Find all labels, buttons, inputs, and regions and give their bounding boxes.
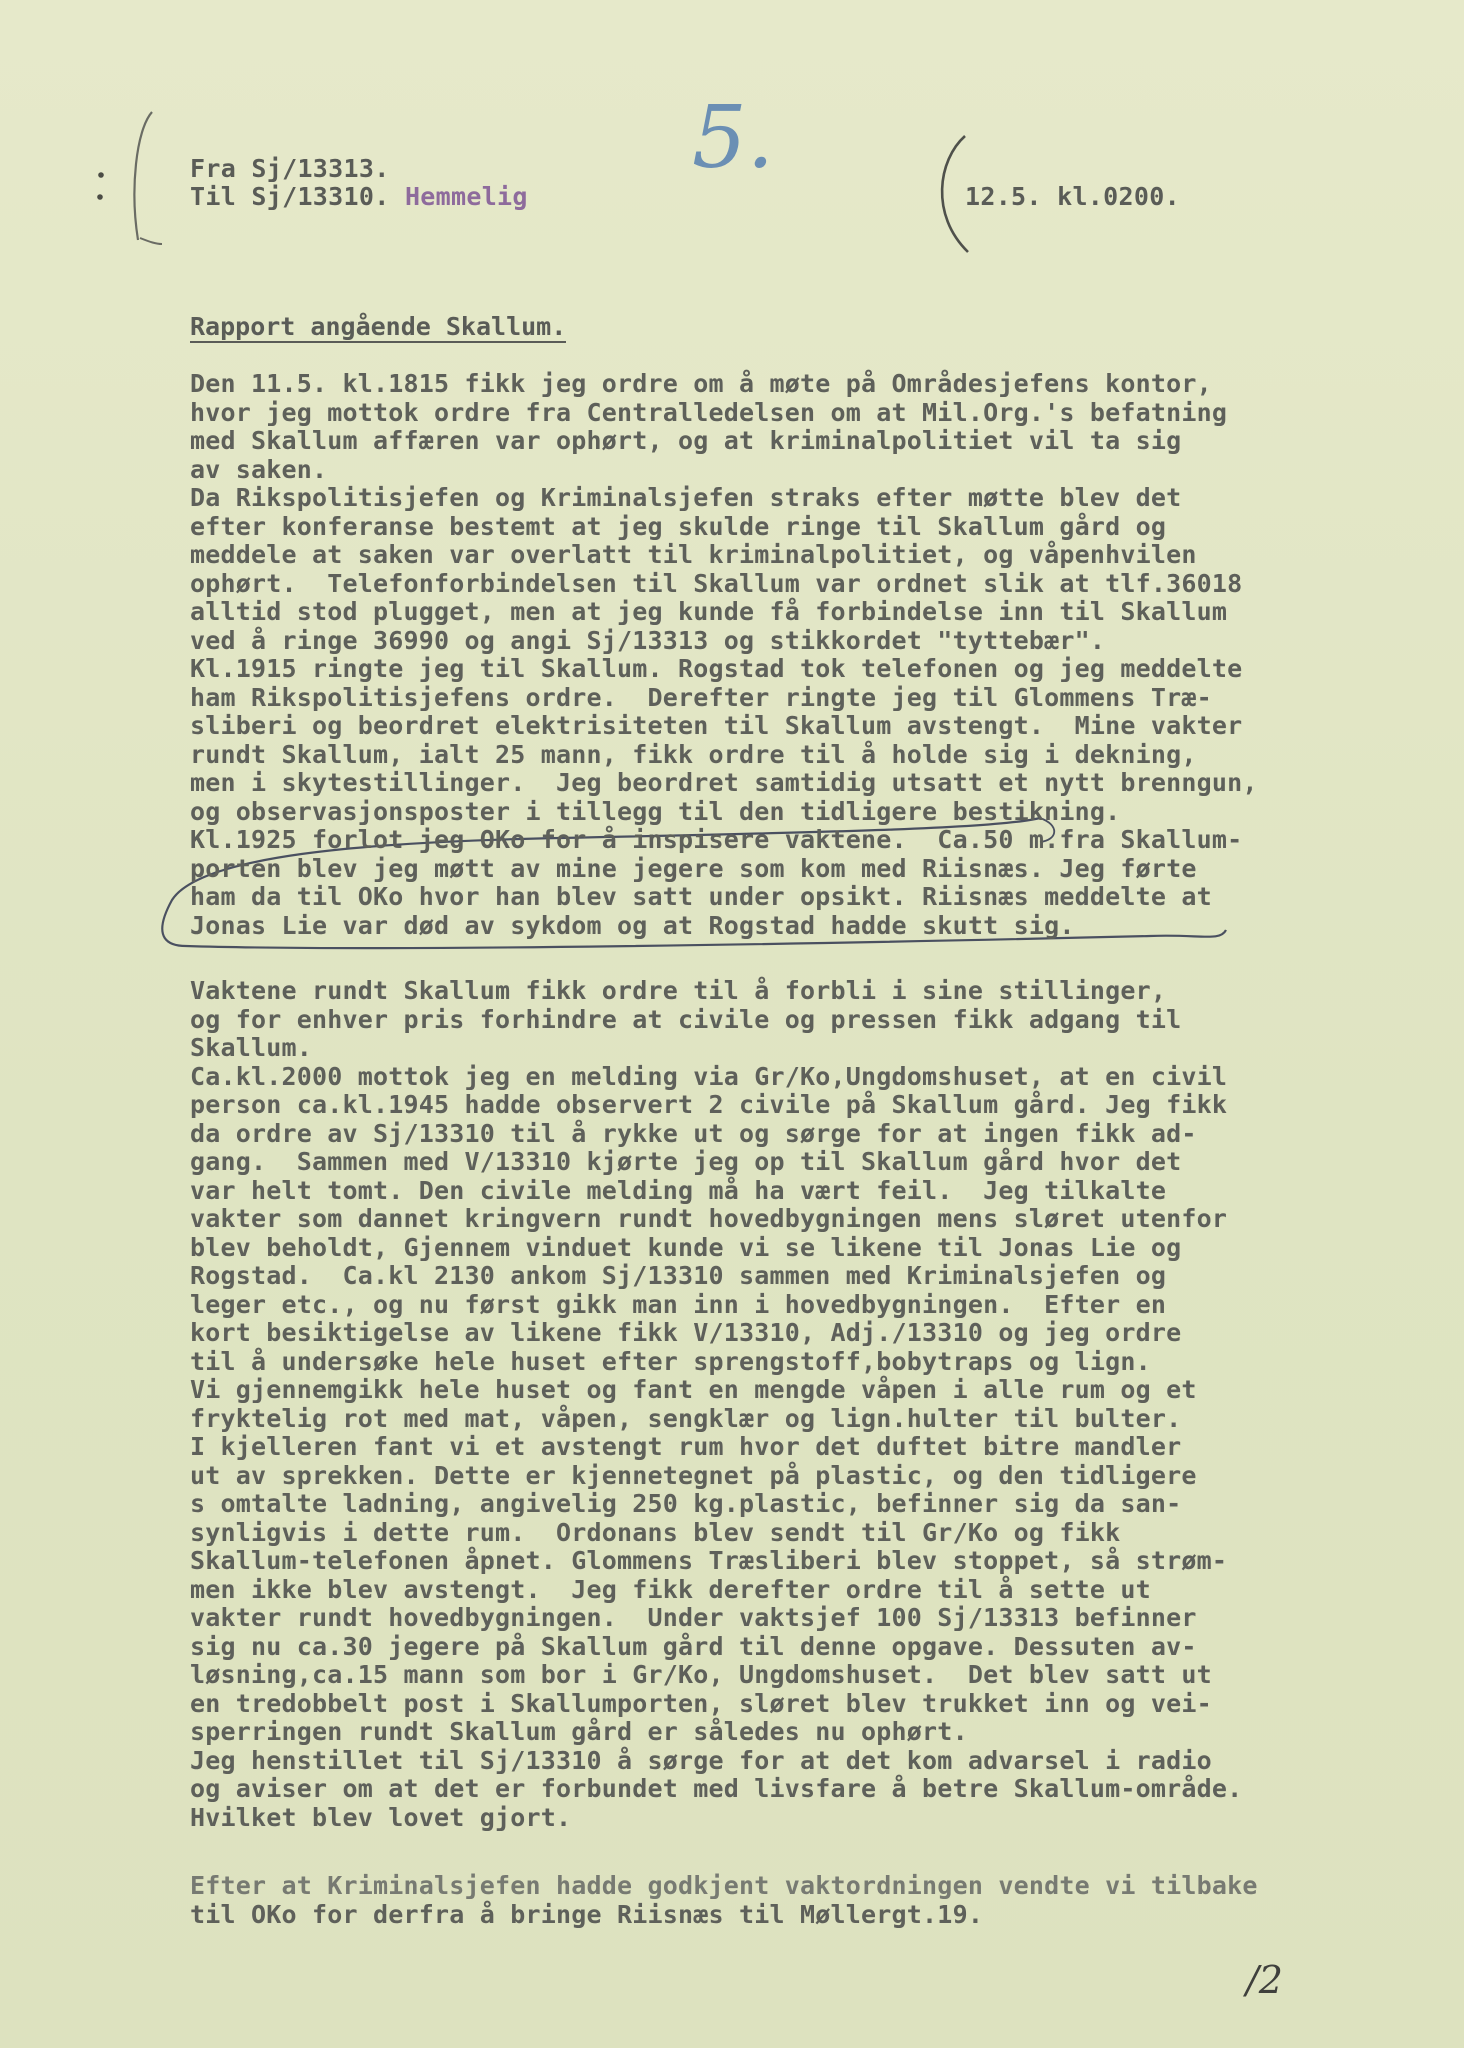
text-line: til OKo for derfra å bringe Riisnæs til Møllergt.19. (190, 1899, 984, 1929)
to-line (190, 182, 528, 211)
text-line: rundt Skallum, ialt 25 mann, fikk ordre til å holde sig i dekning, (190, 739, 1197, 769)
text-line: en tredobbelt post i Skallumporten, sløret blev trukket inn og vei- (190, 1688, 1212, 1718)
text-line: Skallum. (190, 1033, 313, 1062)
text-line: Vaktene rundt Skallum fikk ordre til å forbli i sine stillinger, (190, 976, 1167, 1005)
text-line: I kjelleren fant vi et avstengt rum hvor det duftet bitre mandler (190, 1432, 1182, 1461)
text-line: da ordre av Sj/13310 til å rykke ut og sørge for at ingen fikk ad- (190, 1118, 1197, 1148)
margin-dot (97, 194, 103, 200)
text-line: Kl.1915 ringte jeg til Skallum. Rogstad tok telefonen og jeg meddelte (190, 654, 1243, 683)
text-line: person ca.kl.1945 hadde observert 2 civile på Skallum gård. Jeg fikk (190, 1090, 1228, 1119)
text-line: vakter rundt hovedbygningen. Under vaktsjef 100 Sj/13313 befinner (190, 1603, 1197, 1632)
text-line: men ikke blev avstengt. Jeg fikk derefter ordre til å sette ut (190, 1574, 1151, 1604)
page-marker: /2 (1246, 1958, 1283, 2002)
text-line: av saken. (190, 454, 328, 484)
text-line: Skallum-telefonen åpnet. Glommens Træsliberi blev stoppet, så strøm- (190, 1546, 1228, 1575)
text-line: til å undersøke hele huset efter sprengstoff,bobytraps og lign. (190, 1346, 1151, 1376)
handwritten-page-number: 5. (692, 88, 775, 188)
text-line: porten blev jeg møtt av mine jegere som kom med Riisnæs. Jeg førte (190, 853, 1197, 883)
text-line: sig nu ca.30 jegere på Skallum gård til denne opgave. Dessuten av- (190, 1631, 1197, 1661)
left-bracket-mark (134, 112, 152, 240)
text-line: efter konferanse bestemt at jeg skulde ringe til Skallum gård og (190, 511, 1167, 541)
date-time: 12.5. kl.0200. (965, 182, 1180, 211)
text-line: Vi gjennemgikk hele huset og fant en mengde våpen i alle rum og et (190, 1375, 1197, 1404)
text-line: Jeg henstillet til Sj/13310 å sørge for at det kom advarsel i radio (190, 1745, 1212, 1775)
text-line: fryktelig rot med mat, våpen, sengklær og lign.hulter til bulter. (190, 1403, 1182, 1433)
text-line: synligvis i dette rum. Ordonans blev sendt til Gr/Ko og fikk (190, 1517, 1121, 1547)
text-line: Jonas Lie var død av sykdom og at Rogstad hadde skutt sig. (190, 910, 1075, 940)
margin-dot (98, 172, 104, 178)
from-line: Fra Sj/13313. (190, 154, 390, 183)
text-line: med Skallum affæren var ophørt, og at kriminalpolitiet vil ta sig (190, 426, 1182, 455)
text-line: Den 11.5. kl.1815 fikk jeg ordre om å møte på Områdesjefens kontor, (190, 369, 1212, 398)
report-title: Rapport angående Skallum. (190, 312, 567, 341)
text-line: og aviser om at det er forbundet med livsfare å betre Skallum-område. (190, 1774, 1243, 1803)
text-line: løsning,ca.15 mann som bor i Gr/Ko, Ungdomshuset. Det blev satt ut (190, 1660, 1212, 1689)
text-line: ved å ringe 36990 og angi Sj/13313 og stikkordet "tyttebær". (190, 625, 1106, 655)
to-recipient: Til Sj/13310. (190, 182, 390, 211)
text-line: og for enhver pris forhindre at civile og pressen fikk adgang til (190, 1004, 1182, 1034)
paragraph-1 (190, 370, 1430, 940)
text-line: meddele at saken var overlatt til kriminalpolitiet, og våpenhvilen (190, 540, 1197, 569)
text-line: og observasjonsposter i tillegg til den tidligere bestikning. (190, 796, 1121, 826)
text-line: gang. Sammen med V/13310 kjørte jeg op til Skallum gård hvor det (190, 1147, 1182, 1176)
text-line: Kl.1925 forlot jeg OKo for å inspisere vaktene. Ca.50 m.fra Skallum- (190, 825, 1243, 854)
text-line: var helt tomt. Den civile melding må ha vært feil. Jeg tilkalte (190, 1175, 1167, 1205)
text-line: ut av sprekken. Dette er kjennetegnet på plastic, og den tidligere (190, 1460, 1197, 1490)
text-line: sliberi og beordret elektrisiteten til Skallum avstengt. Mine vakter (190, 711, 1243, 740)
text-line: Efter at Kriminalsjefen hadde godkjent vaktordningen vendte vi tilbake (190, 1871, 1258, 1900)
text-line: kort besiktigelse av likene fikk V/13310, Adj./13310 og jeg ordre (190, 1318, 1182, 1347)
text-line: Hvilket blev lovet gjort. (190, 1802, 572, 1832)
text-line: Rogstad. Ca.kl 2130 ankom Sj/13310 sammen med Kriminalsjefen og (190, 1261, 1167, 1290)
text-line: blev beholdt, Gjennem vinduet kunde vi se likene til Jonas Lie og (190, 1232, 1182, 1262)
text-line: men i skytestillinger. Jeg beordret samtidig utsatt et nytt brenngun, (190, 768, 1258, 797)
text-line: ophørt. Telefonforbindelsen til Skallum var ordnet slik at tlf.36018 (190, 568, 1243, 598)
classification-stamp: Hemmelig (404, 182, 528, 211)
paragraph-2 (190, 977, 1430, 1832)
text-line: hvor jeg mottok ordre fra Centralledelsen om at Mil.Org.'s befatning (190, 397, 1228, 427)
text-line: vakter som dannet kringvern rundt hovedbygningen mens sløret utenfor (190, 1204, 1228, 1233)
text-line: Ca.kl.2000 mottok jeg en melding via Gr/Ko,Ungdomshuset, at en civil (190, 1061, 1228, 1091)
text-line: alltid stod plugget, men at jeg kunde få forbindelse inn til Skallum (190, 597, 1228, 626)
text-line: s omtalte ladning, angivelig 250 kg.plastic, befinner sig da san- (190, 1489, 1182, 1518)
text-line: ham da til OKo hvor han blev satt under opsikt. Riisnæs meddelte at (190, 882, 1212, 911)
text-line: Da Rikspolitisjefen og Kriminalsjefen straks efter møtte blev det (190, 483, 1182, 512)
paragraph-3 (190, 1872, 1430, 1929)
text-line: ham Rikspolitisjefens ordre. Derefter ringte jeg til Glommens Træ- (190, 682, 1212, 712)
text-line: leger etc., og nu først gikk man inn i hovedbygningen. Efter en (190, 1289, 1167, 1319)
text-line: sperringen rundt Skallum gård er således nu ophørt. (190, 1717, 968, 1746)
